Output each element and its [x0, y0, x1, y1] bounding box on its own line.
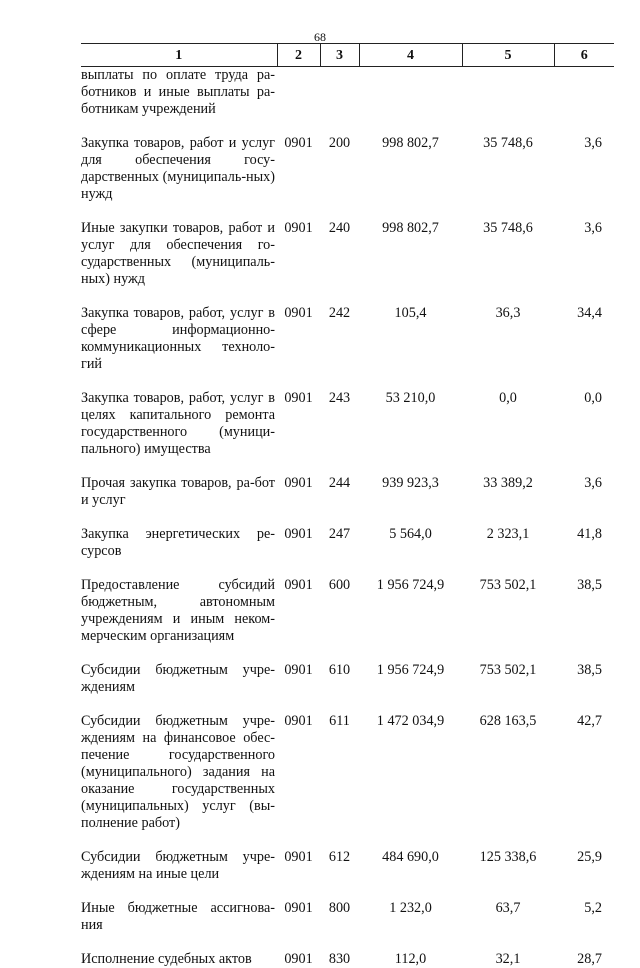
row-executed: 33 389,2 [483, 475, 533, 491]
row-section: 0901 [284, 662, 313, 678]
row-name: Субсидии бюджетным учре-ждениям [81, 662, 275, 695]
row-expense-type: 830 [328, 951, 351, 967]
row-executed: 36,3 [495, 305, 521, 321]
row-plan: 1 472 034,9 [376, 713, 445, 729]
row-expense-type: 800 [328, 900, 351, 916]
row-plan: 105,4 [394, 305, 427, 321]
row-percent: 5,2 [584, 900, 602, 916]
row-percent: 3,6 [584, 475, 602, 491]
column-header: 2 [277, 44, 320, 67]
row-name: Предоставление субсидий бюджетным, автономным учреждениям и иным неком-мерческим организациям [81, 577, 275, 644]
table-row [81, 305, 614, 373]
row-name: Прочая закупка товаров, ра-бот и услуг [81, 475, 275, 508]
column-header: 3 [320, 44, 359, 67]
row-percent: 3,6 [584, 220, 602, 236]
row-plan: 939 923,3 [382, 475, 439, 491]
row-section: 0901 [284, 526, 313, 542]
row-expense-type: 600 [328, 577, 351, 593]
row-plan [359, 67, 462, 119]
row-executed: 753 502,1 [479, 577, 537, 593]
row-percent [554, 67, 614, 119]
table-row [81, 849, 614, 883]
row-percent: 28,7 [577, 951, 602, 967]
row-expense-type: 610 [328, 662, 351, 678]
column-header: 5 [462, 44, 554, 67]
row-executed: 35 748,6 [483, 220, 533, 236]
row-executed: 35 748,6 [483, 135, 533, 151]
row-section: 0901 [284, 849, 313, 865]
table-row [81, 390, 614, 458]
column-header: 6 [554, 44, 614, 67]
row-plan: 53 210,0 [385, 390, 436, 406]
row-plan: 1 956 724,9 [376, 577, 445, 593]
row-executed [462, 67, 554, 119]
table-row [81, 526, 614, 560]
row-plan: 1 956 724,9 [376, 662, 445, 678]
table-row [81, 475, 614, 509]
row-executed: 125 338,6 [479, 849, 537, 865]
table-row [81, 220, 614, 288]
row-section: 0901 [284, 951, 313, 967]
table-row [81, 900, 614, 934]
table-row [81, 662, 614, 696]
column-header: 1 [81, 44, 277, 67]
table-row [81, 951, 614, 968]
row-percent: 3,6 [584, 135, 602, 151]
row-section: 0901 [284, 305, 313, 321]
row-expense-type: 612 [328, 849, 351, 865]
row-executed: 63,7 [495, 900, 521, 916]
row-expense-type: 200 [328, 135, 351, 151]
column-header: 4 [359, 44, 462, 67]
row-percent: 0,0 [584, 390, 602, 406]
row-percent: 41,8 [577, 526, 602, 542]
row-section: 0901 [284, 390, 313, 406]
row-percent: 38,5 [577, 662, 602, 678]
row-expense-type: 244 [328, 475, 351, 491]
row-plan: 112,0 [394, 951, 427, 967]
row-percent: 25,9 [577, 849, 602, 865]
row-name: Субсидии бюджетным учре-ждениям на финансовое обес-печение государственного (муниципального) задания на оказание государственных (муниципальных) услуг (вы-полнение работ) [81, 713, 275, 831]
row-executed: 0,0 [499, 390, 517, 406]
row-name: Иные бюджетные ассигнова-ния [81, 900, 275, 933]
table-row [81, 713, 614, 832]
row-section: 0901 [284, 135, 313, 151]
row-name: выплаты по оплате труда ра-ботников и иные выплаты ра-ботникам учреждений [81, 67, 275, 117]
table-row [81, 577, 614, 645]
page-number: 68 [314, 30, 326, 44]
row-section: 0901 [284, 713, 313, 729]
row-plan: 998 802,7 [382, 220, 439, 236]
row-expense-type: 611 [329, 713, 350, 729]
row-expense-type: 242 [328, 305, 351, 321]
row-executed: 32,1 [495, 951, 521, 967]
row-expense-type: 243 [328, 390, 351, 406]
table-row [81, 67, 614, 119]
row-section: 0901 [284, 475, 313, 491]
row-plan: 998 802,7 [382, 135, 439, 151]
row-section: 0901 [284, 900, 313, 916]
budget-table [81, 43, 614, 968]
row-name: Закупка товаров, работ и услуг для обеспечения госу-дарственных (муниципаль-ных) нужд [81, 135, 275, 202]
row-executed: 753 502,1 [479, 662, 537, 678]
row-plan: 5 564,0 [389, 526, 432, 542]
row-percent: 38,5 [577, 577, 602, 593]
table-row [81, 135, 614, 203]
row-executed: 628 163,5 [479, 713, 537, 729]
row-section [277, 67, 320, 119]
row-expense-type [320, 67, 359, 119]
row-name: Иные закупки товаров, работ и услуг для обеспечения го-сударственных (муниципаль-ных) нужд [81, 220, 275, 287]
row-name: Закупка товаров, работ, услуг в сфере информационно-коммуникационных техноло-гий [81, 305, 275, 372]
row-expense-type: 247 [328, 526, 351, 542]
row-plan: 1 232,0 [389, 900, 432, 916]
row-name: Закупка товаров, работ, услуг в целях капитального ремонта государственного (муници-пального) имущества [81, 390, 275, 457]
table-header-row [81, 44, 614, 67]
row-section: 0901 [284, 220, 313, 236]
row-name: Исполнение судебных актов [81, 951, 252, 967]
row-percent: 42,7 [577, 713, 602, 729]
row-executed: 2 323,1 [486, 526, 530, 542]
row-percent: 34,4 [577, 305, 602, 321]
row-plan: 484 690,0 [382, 849, 439, 865]
row-section: 0901 [284, 577, 313, 593]
row-name: Закупка энергетических ре-сурсов [81, 526, 275, 559]
row-expense-type: 240 [328, 220, 351, 236]
row-name: Субсидии бюджетным учре-ждениям на иные цели [81, 849, 275, 882]
